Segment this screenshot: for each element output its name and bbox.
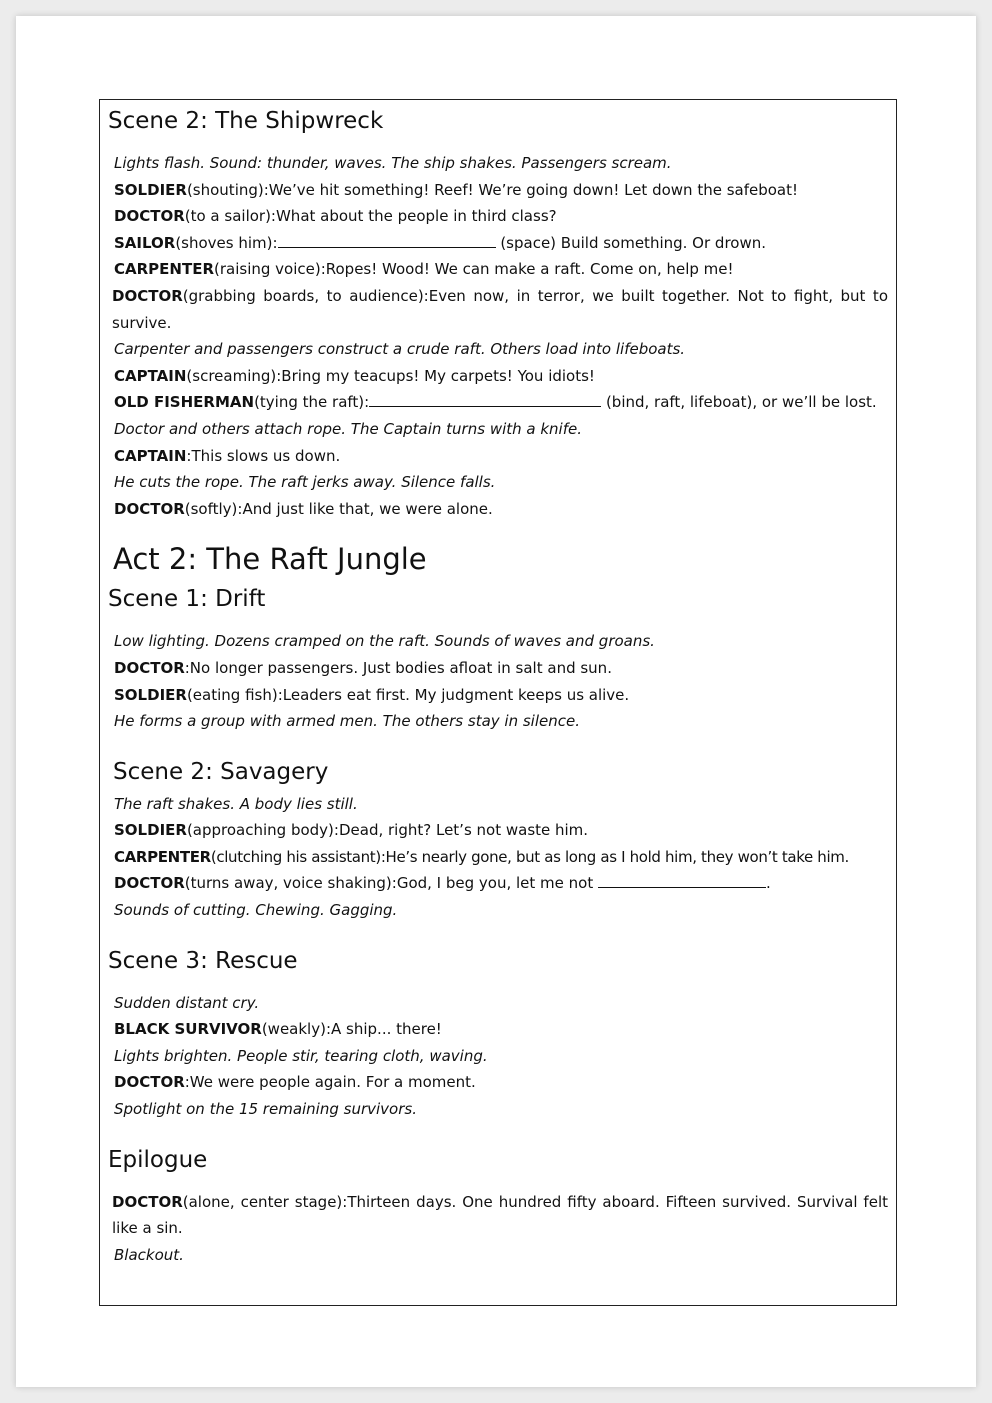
dialogue-line [108,844,888,871]
dialogue-line [108,655,888,682]
speaker: DOCTOR [114,207,185,226]
script-frame [99,99,897,1306]
script-content [100,100,896,1268]
dialogue-line [108,443,888,470]
speaker: DOCTOR [114,658,185,677]
fill-in-blank[interactable] [598,873,766,888]
speaker: SAILOR [114,233,176,252]
speaker: DOCTOR [114,499,185,518]
line-text: (space) Build something. Or drown. [495,233,767,252]
speaker: CARPENTER [114,847,211,866]
stage-direction: Lights flash. Sound: thunder, waves. The ship shakes. Passengers scream. [114,154,672,172]
line-text: (screaming):Bring my teacups! My carpets! You idiots! [186,366,595,385]
stage-direction: Spotlight on the 15 remaining survivors. [114,1100,417,1119]
scene-heading-shipwreck: Scene 2: The Shipwreck [108,108,384,134]
speaker: DOCTOR [114,874,185,893]
document-page [16,16,976,1387]
line-text: (shoves him): [175,233,278,252]
fill-in-blank[interactable] [278,233,496,248]
line-text: . [766,874,771,893]
line-text: (eating fish):Leaders eat first. My judgment keeps us alive. [186,685,630,704]
line-text: (tying the raft): [254,393,370,412]
stage-direction: Carpenter and passengers construct a crude raft. Others load into lifeboats. [114,340,686,359]
fill-in-blank[interactable] [369,392,601,407]
dialogue-line [108,256,888,283]
stage-direction: He forms a group with armed men. The others stay in silence. [114,712,580,731]
speaker: DOCTOR [114,1073,185,1092]
line-text: (weakly):A ship... there! [261,1020,442,1039]
dialogue-line [108,1016,888,1043]
speaker: CAPTAIN [114,366,187,385]
speaker: BLACK SURVIVOR [114,1020,262,1039]
act-heading: Act 2: The Raft Jungle [113,542,427,577]
speaker: CAPTAIN [114,446,187,465]
line-text: :We were people again. For a moment. [184,1073,476,1092]
line-text: :No longer passengers. Just bodies afloat in salt and sun. [184,658,612,677]
line-text: (softly):And just like that, we were alone. [184,499,493,518]
stage-direction: Sounds of cutting. Chewing. Gagging. [114,901,398,920]
line-text: (approaching body):Dead, right? Let’s not waste him. [186,821,589,840]
stage-direction: The raft shakes. A body lies still. [114,794,358,813]
dialogue-line [108,817,888,844]
scene-heading-drift: Scene 1: Drift [108,586,266,613]
stage-direction: Low lighting. Dozens cramped on the raft. Sounds of waves and groans. [114,632,655,651]
line-text: (alone, center stage):Thirteen days. One hundred fifty aboard. Fifteen survived. Survival felt like a sin. [112,1192,888,1238]
dialogue-line [108,682,888,709]
dialogue-line [108,496,888,523]
line-text: :This slows us down. [186,446,341,465]
speaker: DOCTOR [112,1192,183,1211]
line-text: (shouting):We’ve hit something! Reef! We’re going down! Let down the safeboat! [186,180,799,199]
scene-heading-savagery: Scene 2: Savagery [113,758,329,785]
stage-direction: Lights brighten. People stir, tearing cloth, waving. [114,1046,488,1065]
speaker: DOCTOR [112,286,183,305]
speaker: CARPENTER [114,260,214,279]
dialogue-line [108,203,888,230]
line-text: (raising voice):Ropes! Wood! We can make a raft. Come on, help me! [214,260,734,279]
line-text: (to a sailor):What about the people in third class? [184,207,557,226]
stage-direction: Blackout. [114,1245,184,1264]
stage-direction: Doctor and others attach rope. The Captain turns with a knife. [114,419,583,438]
stage-direction: He cuts the rope. The raft jerks away. Silence falls. [114,473,496,492]
speaker: SOLDIER [114,180,187,199]
line-text: (bind, raft, lifeboat), or we’ll be lost. [601,393,877,412]
line-text: (clutching his assistant):He’s nearly gone, but as long as I hold him, they won’t take him. [210,847,849,866]
line-text: (turns away, voice shaking):God, I beg you, let me not [184,874,598,893]
dialogue-line [108,283,888,336]
scene-heading-rescue: Scene 3: Rescue [108,947,298,974]
dialogue-line [108,177,888,204]
dialogue-line [108,363,888,390]
speaker: SOLDIER [114,821,187,840]
dialogue-line [108,1069,888,1096]
speaker: SOLDIER [114,685,187,704]
dialogue-line [108,389,888,416]
line-text: (grabbing boards, to audience):Even now, in terror, we built together. Not to fight, but to survive. [112,286,888,332]
dialogue-line [108,870,888,897]
dialogue-line [108,230,888,257]
dialogue-line [108,1189,888,1242]
stage-direction: Sudden distant cry. [114,993,260,1012]
speaker: OLD FISHERMAN [114,393,255,412]
epilogue-heading: Epilogue [108,1146,208,1173]
